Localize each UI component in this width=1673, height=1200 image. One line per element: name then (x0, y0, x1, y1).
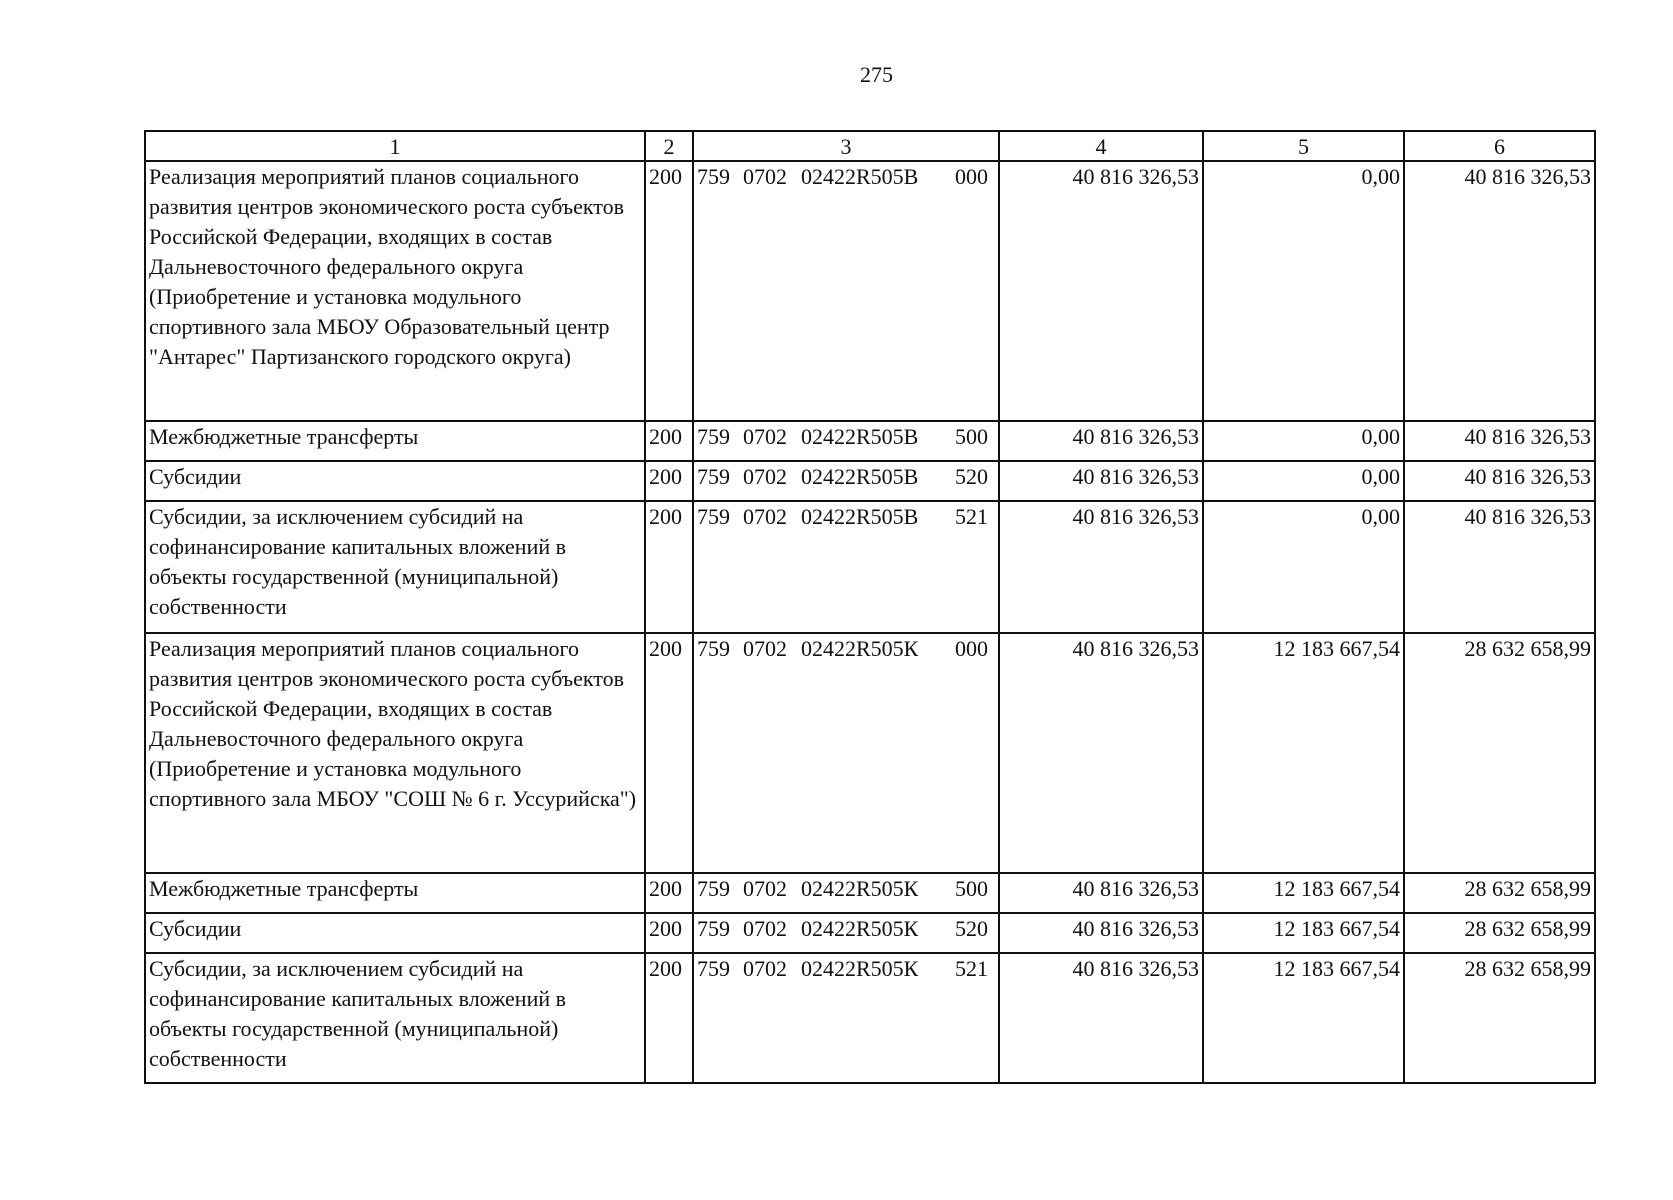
table-row (145, 161, 1595, 421)
row-vr: 000 (955, 164, 988, 189)
table-row (145, 461, 1595, 501)
table-row (145, 501, 1595, 633)
row-vr: 500 (955, 424, 988, 449)
row-col6: 28 632 658,99 (1404, 633, 1595, 873)
row-razdel: 759 (697, 464, 730, 489)
table-row (145, 873, 1595, 913)
row-col4: 40 816 326,53 (999, 913, 1203, 953)
row-grbs: 200 (645, 873, 693, 913)
row-csr: 02422R505В (801, 424, 919, 449)
row-grbs: 200 (645, 461, 693, 501)
row-col4: 40 816 326,53 (999, 873, 1203, 913)
row-name: Субсидии (145, 461, 645, 501)
row-vr: 520 (955, 916, 988, 941)
table-row (145, 421, 1595, 461)
row-podrazdel: 0702 (743, 956, 787, 981)
row-name: Межбюджетные трансферты (145, 421, 645, 461)
header-cell: 2 (645, 131, 693, 161)
row-col6: 28 632 658,99 (1404, 913, 1595, 953)
row-code (693, 501, 999, 633)
row-podrazdel: 0702 (743, 164, 787, 189)
row-csr: 02422R505В (801, 164, 919, 189)
table-header-row (145, 131, 1595, 161)
row-col5: 12 183 667,54 (1203, 913, 1404, 953)
row-podrazdel: 0702 (743, 464, 787, 489)
budget-table (144, 130, 1596, 1084)
row-vr: 000 (955, 636, 988, 661)
row-vr: 500 (955, 876, 988, 901)
row-col4: 40 816 326,53 (999, 953, 1203, 1083)
row-podrazdel: 0702 (743, 636, 787, 661)
row-csr: 02422R505К (801, 916, 919, 941)
row-col6: 28 632 658,99 (1404, 953, 1595, 1083)
row-code (693, 461, 999, 501)
row-col6: 40 816 326,53 (1404, 461, 1595, 501)
row-col5: 0,00 (1203, 501, 1404, 633)
row-podrazdel: 0702 (743, 424, 787, 449)
row-code (693, 873, 999, 913)
row-razdel: 759 (697, 636, 730, 661)
header-cell: 6 (1404, 131, 1595, 161)
row-col4: 40 816 326,53 (999, 161, 1203, 421)
row-col4: 40 816 326,53 (999, 461, 1203, 501)
row-podrazdel: 0702 (743, 876, 787, 901)
row-csr: 02422R505К (801, 636, 919, 661)
row-vr: 521 (955, 504, 988, 529)
row-col5: 12 183 667,54 (1203, 873, 1404, 913)
row-csr: 02422R505К (801, 956, 919, 981)
row-col5: 0,00 (1203, 421, 1404, 461)
row-grbs: 200 (645, 501, 693, 633)
table-row (145, 953, 1595, 1083)
header-cell: 4 (999, 131, 1203, 161)
row-code (693, 633, 999, 873)
row-name: Субсидии, за исключением субсидий на софинансирование капитальных вложений в объекты государственной (муниципальной) собственности (145, 501, 645, 633)
row-col6: 28 632 658,99 (1404, 873, 1595, 913)
row-col6: 40 816 326,53 (1404, 501, 1595, 633)
row-name: Межбюджетные трансферты (145, 873, 645, 913)
row-grbs: 200 (645, 913, 693, 953)
row-col6: 40 816 326,53 (1404, 421, 1595, 461)
row-vr: 521 (955, 956, 988, 981)
row-col5: 12 183 667,54 (1203, 953, 1404, 1083)
row-name: Реализация мероприятий планов социального развития центров экономического роста субъектов Российской Федерации, входящих в состав Дальневосточного федерального округа (Приобретение и установка модульного спортивного зала МБОУ Образовательный центр "Антарес" Партизанского городского округа) (145, 161, 645, 421)
row-grbs: 200 (645, 953, 693, 1083)
row-razdel: 759 (697, 164, 730, 189)
row-col5: 0,00 (1203, 461, 1404, 501)
row-code (693, 953, 999, 1083)
row-razdel: 759 (697, 504, 730, 529)
row-grbs: 200 (645, 161, 693, 421)
header-cell: 1 (145, 131, 645, 161)
row-col5: 12 183 667,54 (1203, 633, 1404, 873)
row-razdel: 759 (697, 916, 730, 941)
row-col4: 40 816 326,53 (999, 633, 1203, 873)
header-cell: 3 (693, 131, 999, 161)
row-csr: 02422R505В (801, 504, 919, 529)
row-csr: 02422R505К (801, 876, 919, 901)
header-cell: 5 (1203, 131, 1404, 161)
row-vr: 520 (955, 464, 988, 489)
row-razdel: 759 (697, 876, 730, 901)
row-code (693, 161, 999, 421)
row-name: Субсидии, за исключением субсидий на софинансирование капитальных вложений в объекты государственной (муниципальной) собственности (145, 953, 645, 1083)
row-grbs: 200 (645, 633, 693, 873)
row-col4: 40 816 326,53 (999, 421, 1203, 461)
table-row (145, 913, 1595, 953)
table-row (145, 633, 1595, 873)
page-number: 275 (860, 62, 893, 87)
row-razdel: 759 (697, 424, 730, 449)
row-razdel: 759 (697, 956, 730, 981)
row-code (693, 421, 999, 461)
row-grbs: 200 (645, 421, 693, 461)
row-podrazdel: 0702 (743, 504, 787, 529)
row-col6: 40 816 326,53 (1404, 161, 1595, 421)
row-podrazdel: 0702 (743, 916, 787, 941)
row-csr: 02422R505В (801, 464, 919, 489)
row-name: Субсидии (145, 913, 645, 953)
row-col4: 40 816 326,53 (999, 501, 1203, 633)
row-col5: 0,00 (1203, 161, 1404, 421)
row-name: Реализация мероприятий планов социального развития центров экономического роста субъектов Российской Федерации, входящих в состав Дальневосточного федерального округа (Приобретение и установка модульного спортивного зала МБОУ "СОШ № 6 г. Уссурийска") (145, 633, 645, 873)
row-code (693, 913, 999, 953)
